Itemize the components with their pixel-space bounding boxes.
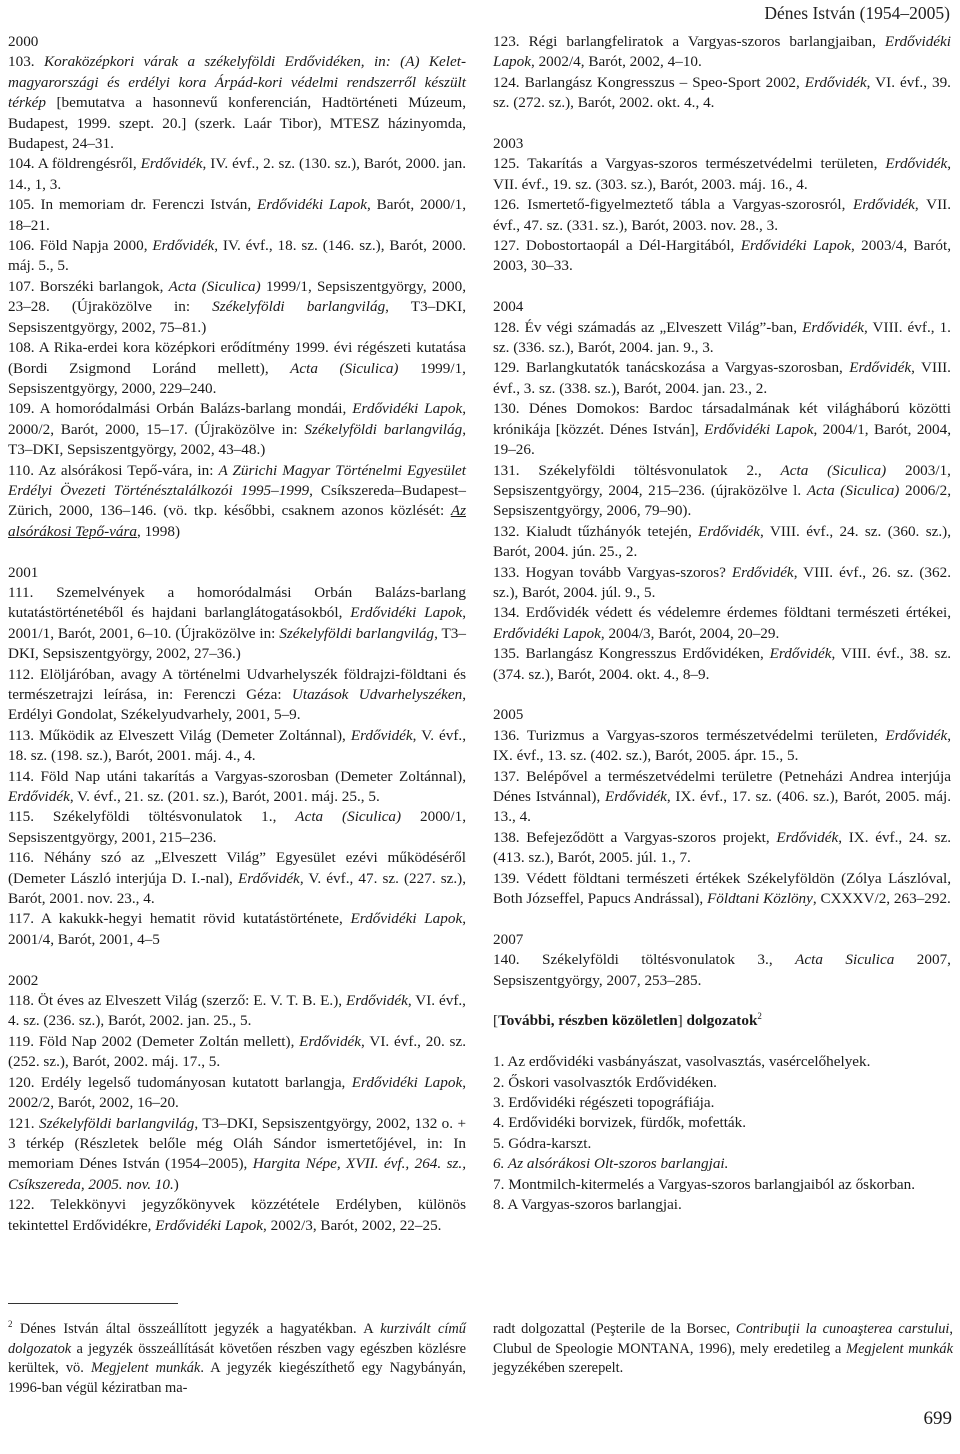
bibliography-entry: 134. Erdővidék védett és védelemre érdemes földtani természeti értékei, Erdővidéki Lapok, 2004/3, Barót, 2004, 20–29. xyxy=(493,604,951,642)
year-heading: 2002 xyxy=(8,971,39,989)
section-gap xyxy=(493,1032,951,1052)
right-column xyxy=(493,32,951,1215)
section-gap xyxy=(493,991,951,1011)
bibliography-entry: 6. Az alsórákosi Olt-szoros barlangjai. xyxy=(493,1155,729,1173)
section-gap xyxy=(493,114,951,134)
bibliography-entry: 3. Erdővidéki régészeti topográfiája. xyxy=(493,1094,715,1112)
bibliography-entry: 2. Őskori vasolvasztók Erdővidéken. xyxy=(493,1073,717,1091)
footnote-right: radt dolgozattal (Peşterile de la Borsec, Contribuţii la cunoaşterea carstului, Clubul de Speologie MONTANA, 1996), mely eredetileg a Megjelent munkák jegyzékében szerepelt. xyxy=(493,1321,953,1377)
bibliography-entry: 123. Régi barlangfeliratok a Vargyas-szoros barlangjaiban, Erdővidéki Lapok, 2002/4, Barót, 2002, 4–10. xyxy=(493,33,951,71)
bibliography-entry: 112. Elöljáróban, avagy A történelmi Udvarhelyszék földrajzi-földtani és természetrajzi leírása, in: Ferenczi Géza: Utazások Udvarhelyszéken, Erdélyi Gondolat, Székelyudvarhely, 2001, 5–9. xyxy=(8,665,466,724)
bibliography-entry: 128. Év végi számadás az „Elveszett Világ”-ban, Erdővidék, VIII. évf., 1. sz. (336. sz.), Barót, 2004. jan. 9., 3. xyxy=(493,318,951,357)
section-gap xyxy=(8,542,466,562)
bibliography-entry: 117. A kakukk-hegyi hematit rövid kutatástörténete, Erdővidéki Lapok, 2001/4, Barót, 2001, 4–5 xyxy=(8,910,466,948)
left-column xyxy=(8,32,466,1236)
bibliography-entry: 104. A földrengésről, Erdővidék, IV. évf., 2. sz. (130. sz.), Barót, 2000. jan. 14., 1, 3. xyxy=(8,155,466,193)
bibliography-entry: 116. Néhány szó az „Elveszett Világ” Egyesület ezévi működéséről (Demeter László interjúja D. I.-nal), Erdővidék, V. évf., 47. sz. (227. sz.), Barót, 2001. nov. 23., 4. xyxy=(8,849,467,908)
bibliography-entry: 113. Működik az Elveszett Világ (Demeter Zoltánnal), Erdővidék, V. évf., 18. sz. (198. sz.), Barót, 2001. máj. 4., 4. xyxy=(8,726,466,765)
bibliography-entry: 126. Ismertető-figyelmeztető tábla a Vargyas-szorosról, Erdővidék, VII. évf., 47. sz. (331. sz.), Barót, 2003. nov. 28., 3. xyxy=(493,196,951,234)
bibliography-entry: 118. Öt éves az Elveszett Világ (szerző: E. V. T. B. E.), Erdővidék, VI. évf., 4. sz. (236. sz.), Barót, 2002. jan. 25., 5. xyxy=(8,992,466,1030)
bibliography-entry: 1. Az erdővidéki vasbányászat, vasolvasztás, vasércelőhelyek. xyxy=(493,1053,871,1071)
bibliography-entry: 108. A Rika-erdei kora középkori erődítmény 1999. évi régészeti kutatása (Bordi Zsigmond Loránd mellett), Acta (Siculica) 1999/1, Sepsiszentgyörgy, 2000, 229–240. xyxy=(8,339,466,397)
section-gap xyxy=(493,685,951,705)
bibliography-entry: 138. Befejeződött a Vargyas-szoros projekt, Erdővidék, IX. évf., 24. sz. (413. sz.), Barót, 2005. júl. 1., 7. xyxy=(493,828,951,867)
bibliography-entry: 140. Székelyföldi töltésvonulatok 3., Acta Siculica 2007, Sepsiszentgyörgy, 2007, 253–285. xyxy=(493,951,951,989)
bibliography-entry: 130. Dénes Domokos: Bardoc társadalmának két világháború közötti krónikája [közzét. Dénes István], Erdővidéki Lapok, 2004/1, Barót, 2004, 19–26. xyxy=(493,400,951,459)
year-heading: 2001 xyxy=(8,563,39,581)
bibliography-entry: 114. Föld Nap utáni takarítás a Vargyas-szorosban (Demeter Zoltánnal), Erdővidék, V. évf., 21. sz. (201. sz.), Barót, 2001. máj. 25., 5. xyxy=(8,767,466,806)
year-heading: 2003 xyxy=(493,135,524,153)
page-number: 699 xyxy=(923,1408,952,1429)
year-heading: 2007 xyxy=(493,930,524,948)
bibliography-entry: 109. A homoródalmási Orbán Balázs-barlang mondái, Erdővidéki Lapok, 2000/2, Barót, 2000, 15–17. (Újraközölve in: Székelyföldi barlangvilág, T3–DKI, Sepsiszentgyörgy, 2002, 43–48.) xyxy=(8,400,466,459)
year-heading: 2000 xyxy=(8,33,39,50)
footnote-rule xyxy=(8,1303,178,1304)
section-gap xyxy=(493,277,951,297)
bibliography-entry: 120. Erdély legelső tudományosan kutatott barlangja, Erdővidéki Lapok, 2002/2, Barót, 2002, 16–20. xyxy=(8,1073,466,1112)
bibliography-entry: 4. Erdővidéki borvizek, fürdők, mofetták. xyxy=(493,1114,747,1132)
bibliography-entry: 7. Montmilch-kitermelés a Vargyas-szoros barlangjaiból az őskorban. xyxy=(493,1175,916,1193)
bibliography-entry: 119. Föld Nap 2002 (Demeter Zoltán mellett), Erdővidék, VI. évf., 20. sz. (252. sz.), Barót, 2002. máj. 17., 5. xyxy=(8,1032,466,1071)
bibliography-entry: 122. Telekkönyvi jegyzőkönyvek közzététele Erdélyben, különös tekintettel Erdővidékre, Erdővidéki Lapok, 2002/3, Barót, 2002, 22–25. xyxy=(8,1196,466,1234)
bibliography-entry: 127. Dobostortaopál a Dél-Hargitából, Erdővidéki Lapok, 2003/4, Barót, 2003, 30–33. xyxy=(493,237,951,275)
bibliography-entry: 132. Kialudt tűzhányók tetején, Erdővidék, VIII. évf., 24. sz. (360. sz.), Barót, 2004. jún. 25., 2. xyxy=(493,522,952,561)
section-gap xyxy=(493,909,951,929)
bibliography-entry: 106. Föld Napja 2000, Erdővidék, IV. évf., 18. sz. (146. sz.), Barót, 2000. máj. 5., 5. xyxy=(8,237,466,275)
bibliography-entry: 139. Védett földtani természeti értékek Székelyföldön (Zólya Lászlóval, Both Józseffel, Papucs Andrással), Földtani Közlöny, CXXXV/2, 263–292. xyxy=(493,869,951,908)
bibliography-entry: 121. Székelyföldi barlangvilág, T3–DKI, Sepsiszentgyörgy, 2002, 132 o. + 3 térkép (Részletek belőle még Oláh Sándor ismertetőjével, in: In memoriam Dénes István (1954–2005), Hargita Népe, XVII. évf., 264. sz., Csíkszereda, 2005. nov. 10.) xyxy=(8,1114,467,1193)
bibliography-entry: 124. Barlangász Kongresszus – Speo-Sport 2002, Erdővidék, VI. évf., 39. sz. (272. sz.), Barót, 2002. okt. 4., 4. xyxy=(493,73,951,112)
bibliography-entry: 125. Takarítás a Vargyas-szoros természetvédelmi területen, Erdővidék, VII. évf., 19. sz. (303. sz.), Barót, 2003. máj. 16., 4. xyxy=(493,155,951,193)
bibliography-entry: 135. Barlangász Kongresszus Erdővidéken, Erdővidék, VIII. évf., 38. sz. (374. sz.), Barót, 2004. okt. 4., 8–9. xyxy=(493,645,951,683)
bibliography-entry: 111. Szemelvények a homoródalmási Orbán Balázs-barlang kutatástörténetéből és hajdani barlanglátogatásokból, Erdővidéki Lapok, 2001/1, Barót, 2001, 6–10. (Újraközölve in: Székelyföldi barlangvilág, T3–DKI, Sepsiszentgyörgy, 2002, 27–36.) xyxy=(8,583,466,663)
bibliography-entry: 129. Barlangkutatók tanácskozása a Vargyas-szorosban, Erdővidék, VIII. évf., 3. sz. (338. sz.), Barót, 2004. jan. 23., 2. xyxy=(493,359,951,397)
bibliography-entry: 136. Turizmus a Vargyas-szoros természetvédelmi területen, Erdővidék, IX. évf., 13. sz. (402. sz.), Barót, 2005. ápr. 15., 5. xyxy=(493,726,951,765)
year-heading: 2004 xyxy=(493,298,524,316)
bibliography-entry: 137. Belépővel a természetvédelmi területre (Petneházi Andrea interjúja Dénes Istvánnal), Erdővidék, IX. évf., 17. sz. (406. sz.), Barót, 2005. máj. 13., 4. xyxy=(493,767,951,826)
works-heading: [További, részben közöletlen] dolgozatok$^2$ xyxy=(493,1011,762,1030)
running-head: Dénes István (1954–2005) xyxy=(764,3,950,23)
bibliography-entry: 115. Székelyföldi töltésvonulatok 1., Acta (Siculica) 2000/1, Sepsiszentgyörgy, 2001, 215–236. xyxy=(8,808,466,846)
bibliography-entry: 133. Hogyan tovább Vargyas-szoros? Erdővidék, VIII. évf., 26. sz. (362. sz.), Barót, 2004. júl. 9., 5. xyxy=(493,563,952,601)
section-gap xyxy=(8,950,466,970)
bibliography-entry: 8. A Vargyas-szoros barlangjai. xyxy=(493,1196,682,1214)
bibliography-entry: 110. Az alsórákosi Tepő-vára, in: A Zürichi Magyar Történelmi Egyesület Erdélyi Övezeti Történésztalálkozói 1995–1999, Csíkszereda–Budapest–Zürich, 2000, 136–146. (vö. tkp. későbbi, csaknem azonos közlését: Az alsórákosi Tepő-vára, 1998) xyxy=(8,461,466,540)
bibliography-entry: 131. Székelyföldi töltésvonulatok 2., Acta (Siculica) 2003/1, Sepsiszentgyörgy, 2004, 215–236. (újraközölve l. Acta (Siculica) 2006/2, Sepsiszentgyörgy, 2006, 79–90). xyxy=(493,461,951,520)
bibliography-entry: 105. In memoriam dr. Ferenczi István, Erdővidéki Lapok, Barót, 2000/1, 18–21. xyxy=(8,196,466,234)
bibliography-entry: 103. Koraközépkori várak a székelyföldi Erdővidéken, in: (A) Kelet-magyarországi és erdélyi kora Árpád-kori védelmi rendszerről készült térkép [bemutatva a hasonnevű konferencián, Hadtörténeti Múzeum, Budapest, 1999. szept. 20.] (szerk. Laár Tibor), MTESZ házinyomda, Budapest, 24–31. xyxy=(8,53,467,153)
bibliography-entry: 5. Gódra-karszt. xyxy=(493,1134,592,1152)
footnote-left: $^2$ Dénes István által összeállított jegyzék a hagyatékban. A kurzivált című dolgozatok a jegyzék összeállítását követően részben vagy egészben közlésre kerültek, vö. Megjelent munkák. A jegyzék kiegészíthető egy Nagybányán, 1996-ban végül kéziratban ma- xyxy=(8,1319,466,1396)
bibliography-entry: 107. Borszéki barlangok, Acta (Siculica) 1999/1, Sepsiszentgyörgy, 2000, 23–28. (Újraközölve in: Székelyföldi barlangvilág, T3–DKI, Sepsiszentgyörgy, 2002, 75–81.) xyxy=(8,277,467,336)
year-heading: 2005 xyxy=(493,706,524,724)
